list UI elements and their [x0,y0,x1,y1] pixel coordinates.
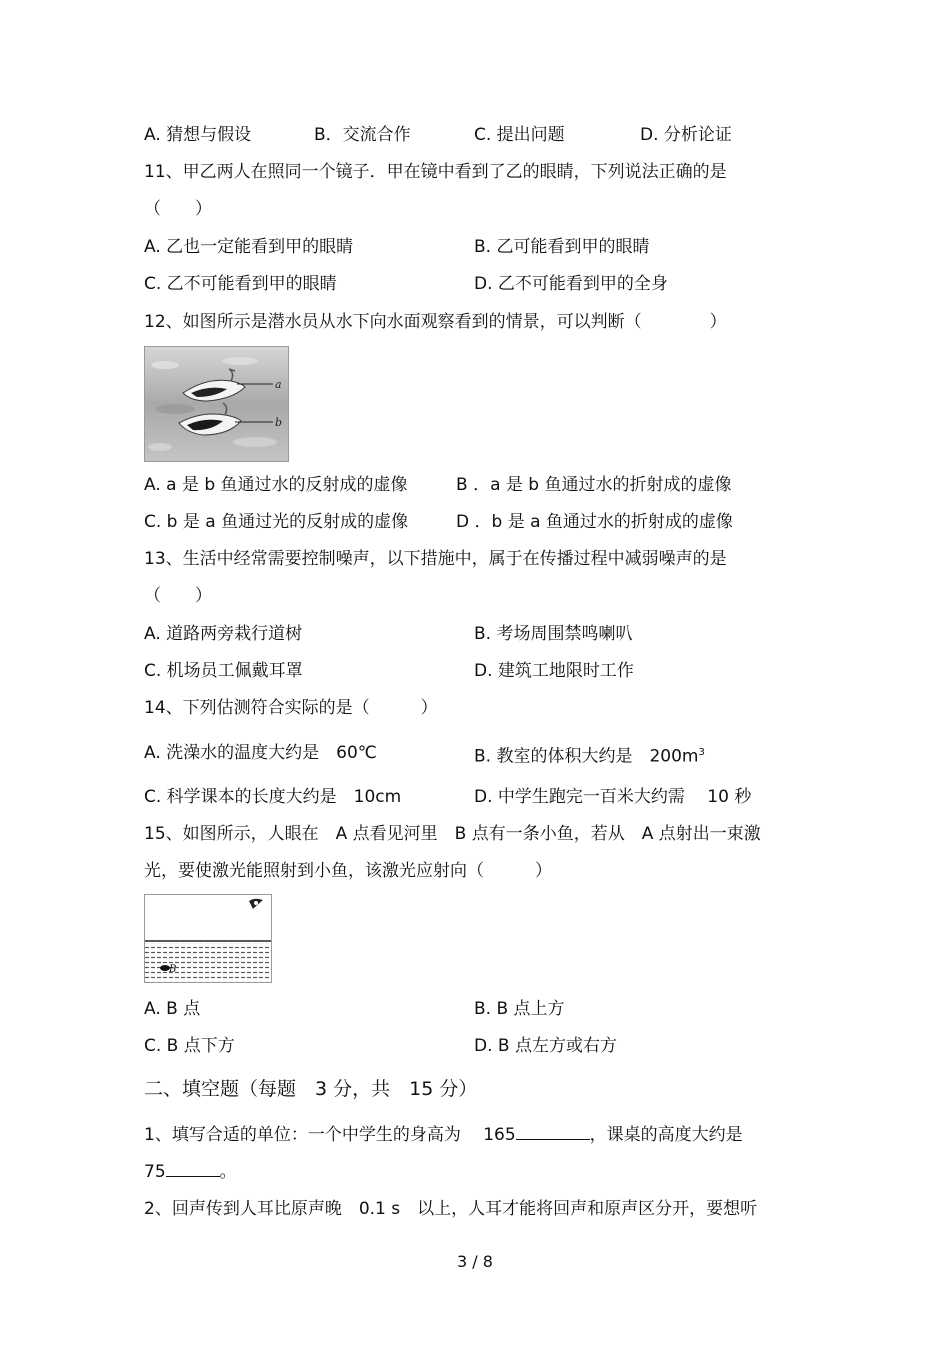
q10-option-b: B．交流合作 [314,125,411,145]
q13-stem: 13、生活中经常需要控制噪声，以下措施中，属于在传播过程中减弱噪声的是 [144,549,727,569]
q10-option-d: D. 分析论证 [640,125,732,145]
q15-option-d: D. B 点左方或右方 [474,1036,617,1056]
q11-stem: 11、甲乙两人在照同一个镜子．甲在镜中看到了乙的眼睛，下列说法正确的是 [144,162,727,182]
section2-q1-line2-suffix: 。 [219,1162,237,1182]
q14-option-a: A. 洗澡水的温度大约是 60℃ [144,743,377,763]
q15-option-b: B. B 点上方 [474,999,565,1019]
fill-blank-height-unit[interactable] [516,1123,590,1140]
q15-stem-line1: 15、如图所示，人眼在 A 点看见河里 B 点有一条小鱼，若从 A 点射出一束激 [144,824,761,844]
q13-option-b: B. 考场周围禁鸣喇叭 [474,624,633,644]
section2-q1-part2: ，课桌的高度大约是 [589,1125,743,1145]
q14-option-d: D. 中学生跑完一百米大约需 10 秒 [474,787,752,807]
river-figure-image [145,895,271,982]
q12-option-a: A. a 是 b 鱼通过水的反射成的虚像 [144,475,408,495]
q13-answer-paren: （ ） [144,586,212,606]
section2-q1-line2 [144,1160,237,1183]
q14-option-b-superscript: 3 [698,747,705,758]
q11-option-d: D. 乙不可能看到甲的全身 [474,274,668,294]
q10-option-c: C. 提出问题 [474,125,565,145]
q15-option-c: C. B 点下方 [144,1036,235,1056]
q11-option-c: C. 乙不可能看到甲的眼睛 [144,274,337,294]
fish-figure-image [145,347,288,461]
q13-option-a: A. 道路两旁栽行道树 [144,624,303,644]
q13-option-c: C. 机场员工佩戴耳罩 [144,661,303,681]
q12-option-d: D ．b 是 a 鱼通过水的折射成的虚像 [456,512,733,532]
figure-label-b-point: B [169,964,177,975]
page-number: 3 / 8 [457,1252,493,1271]
q11-option-b: B. 乙可能看到甲的眼睛 [474,237,650,257]
section2-title: 二、填空题（每题 3 分，共 15 分） [144,1078,478,1100]
q15-option-a: A. B 点 [144,999,201,1019]
q14-option-b-text: B. 教室的体积大约是 200m [474,746,699,767]
q12-option-c: C. b 是 a 鱼通过光的反射成的虚像 [144,512,409,532]
section2-q1-part1: 1、填写合适的单位：一个中学生的身高为 165 [144,1125,516,1145]
q13-option-d: D. 建筑工地限时工作 [474,661,634,681]
figure-label-b: b [275,416,283,429]
q15-figure-river [144,894,272,983]
section2-q1-line1 [144,1123,743,1146]
q14-option-b [474,742,705,768]
q14-stem: 14、下列估测符合实际的是（ ） [144,698,438,718]
q12-stem: 12、如图所示是潜水员从水下向水面观察看到的情景，可以判断（ ） [144,312,727,332]
q12-option-b: B ．a 是 b 鱼通过水的折射成的虚像 [456,475,732,495]
section2-q1-line2-prefix: 75 [144,1162,166,1182]
q14-option-c: C. 科学课本的长度大约是 10cm [144,787,402,807]
q12-figure-fish-reflection [144,346,289,462]
figure-label-a: a [275,378,282,391]
q15-stem-line2: 光，要使激光能照射到小鱼，该激光应射向（ ） [144,861,552,881]
q11-answer-paren: （ ） [144,199,212,219]
fill-blank-desk-unit[interactable] [166,1160,220,1177]
section2-q2: 2、回声传到人耳比原声晚 0.1 s 以上，人耳才能将回声和原声区分开，要想听 [144,1199,758,1219]
q11-option-a: A. 乙也一定能看到甲的眼睛 [144,237,354,257]
q10-option-a: A. 猜想与假设 [144,125,252,145]
